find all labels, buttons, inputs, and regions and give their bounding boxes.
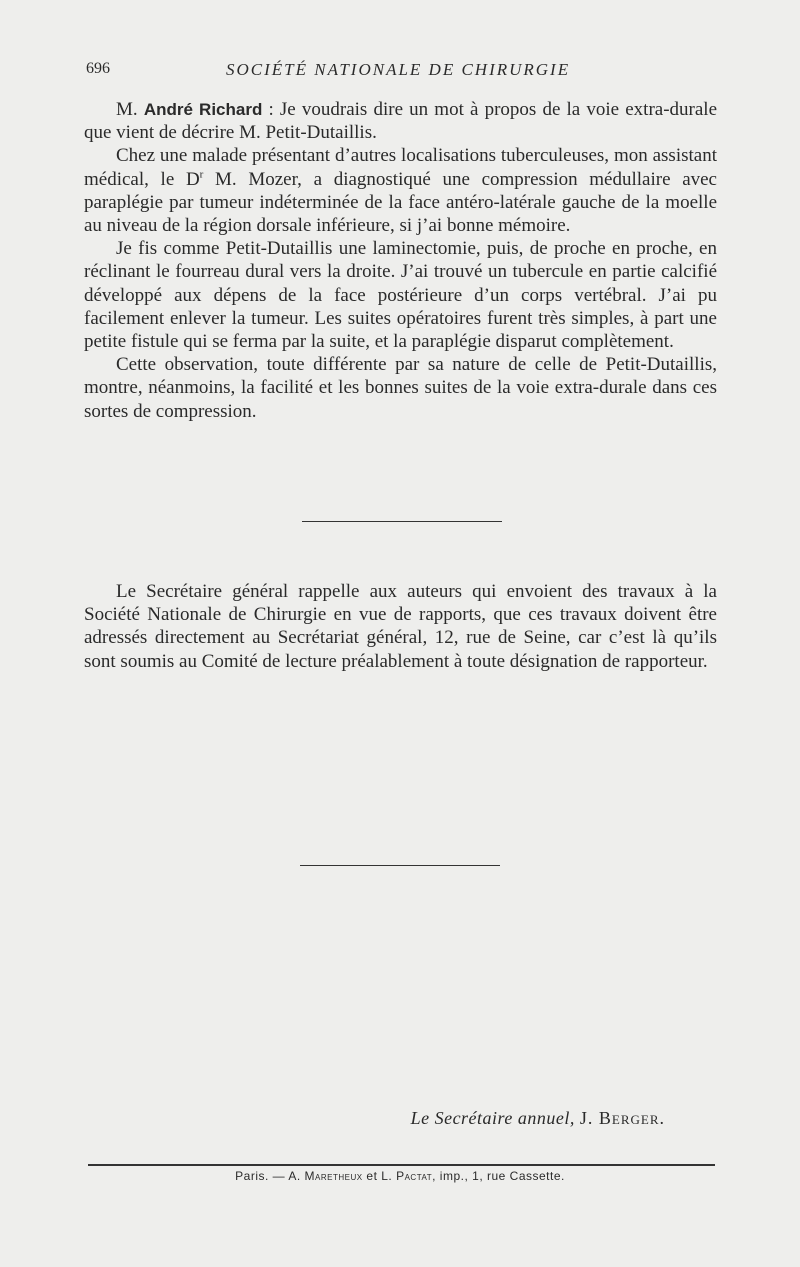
signature xyxy=(411,1108,665,1129)
imprint-city: Paris. — A. xyxy=(235,1169,305,1183)
paragraph-1 xyxy=(84,98,717,144)
paragraph-2-text-a: Chez une malade présentant d’autres localisations tuberculeuses, mon assistant médical, le D xyxy=(84,145,717,190)
signature-name: J. Berger. xyxy=(579,1108,665,1128)
paragraph-3: Je fis comme Petit-Dutaillis une laminectomie, puis, de proche en proche, en réclinant le fourreau dural vers la droite. J’ai trouvé un tubercule en partie calcifié développé aux dépens de la face postérieure d’un corps vertébral. J’ai pu facilement enlever la tumeur. Les suites opératoires furent très simples, à part une petite fistule qui se ferma par la suite, et la paraplégie disparut complètement. xyxy=(84,238,717,353)
author-title: M. xyxy=(116,99,138,120)
imprint-printer-1: Maretheux xyxy=(304,1169,363,1183)
imprint-and: et L. xyxy=(362,1169,397,1183)
discussion-text xyxy=(84,98,717,423)
author-name: André Richard xyxy=(143,100,263,119)
printer-imprint xyxy=(0,1169,800,1183)
journal-title: SOCIÉTÉ NATIONALE DE CHIRURGIE xyxy=(226,60,571,79)
notice-paragraph: Le Secrétaire général rappelle aux auteurs qui envoient des travaux à la Société Nationale de Chirurgie en vue de rapports, que ces travaux doivent être adressés directement au Secrétariat général, 12, rue de Seine, car c’est là qu’ils sont soumis au Comité de lecture préalablement à toute désignation de rapporteur. xyxy=(84,581,717,672)
secretary-notice xyxy=(84,580,717,673)
section-divider-top xyxy=(302,521,502,522)
paragraph-1-text: : Je voudrais dire un mot à propos de la voie extra-durale que vient de décrire M. Petit-Dutaillis. xyxy=(84,99,718,144)
footer-rule xyxy=(88,1164,715,1166)
section-divider-bottom xyxy=(300,865,500,866)
superscript: r xyxy=(199,168,204,181)
paragraph-4: Cette observation, toute différente par sa nature de celle de Petit-Dutaillis, montre, néanmoins, la facilité et les bonnes suites de la voie extra-durale dans ces sortes de compression. xyxy=(84,354,717,422)
signature-role: Le Secrétaire annuel, xyxy=(410,1108,575,1128)
paragraph-2-text-b: M. Mozer, a diagnostiqué une compression médullaire avec paraplégie par tumeur indéterminée de la face antéro-latérale gauche de la moelle au niveau de la région dorsale inférieure, si j’ai bonne mémoire. xyxy=(84,168,717,237)
page-number: 696 xyxy=(86,60,110,77)
paragraph-2 xyxy=(84,144,717,237)
running-head xyxy=(86,60,716,86)
imprint-address: , imp., 1, rue Cassette. xyxy=(432,1169,565,1183)
imprint-printer-2: Pactat xyxy=(396,1169,433,1183)
